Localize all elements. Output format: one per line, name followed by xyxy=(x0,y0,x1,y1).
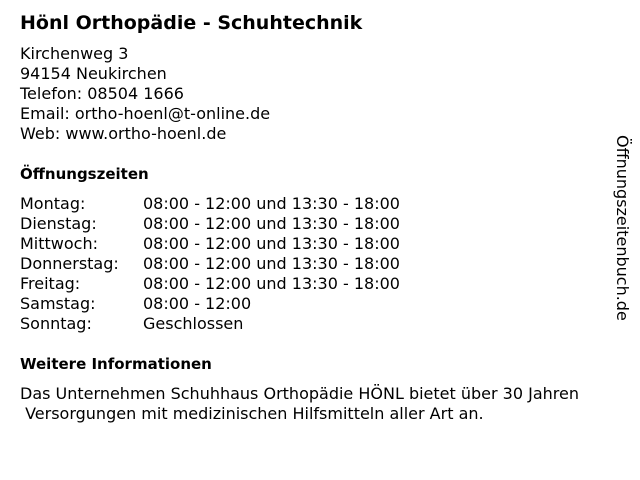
day-label: Samstag: xyxy=(20,294,96,313)
hours-row-saturday xyxy=(20,294,460,314)
hours-row-thursday xyxy=(20,254,460,274)
opening-hours-table xyxy=(20,194,460,334)
info-heading: Weitere Informationen xyxy=(20,355,212,373)
website: Web: www.ortho-hoenl.de xyxy=(20,124,227,143)
site-watermark-label: Öffnungszeitenbuch.de xyxy=(613,135,632,321)
phone: Telefon: 08504 1666 xyxy=(20,84,184,103)
day-label: Dienstag: xyxy=(20,214,97,233)
time-value: 08:00 - 12:00 und 13:30 - 18:00 xyxy=(143,194,400,213)
time-value: 08:00 - 12:00 und 13:30 - 18:00 xyxy=(143,234,400,253)
time-value: 08:00 - 12:00 und 13:30 - 18:00 xyxy=(143,254,400,273)
street: Kirchenweg 3 xyxy=(20,44,129,63)
day-label: Mittwoch: xyxy=(20,234,98,253)
email: Email: ortho-hoenl@t-online.de xyxy=(20,104,271,123)
day-label: Sonntag: xyxy=(20,314,92,333)
hours-row-sunday xyxy=(20,314,460,334)
time-value: 08:00 - 12:00 xyxy=(143,294,252,313)
hours-row-monday xyxy=(20,194,460,214)
time-value: 08:00 - 12:00 und 13:30 - 18:00 xyxy=(143,274,400,293)
info-line-2: Versorgungen mit medizinischen Hilfsmitteln aller Art an. xyxy=(20,404,484,423)
time-value: 08:00 - 12:00 und 13:30 - 18:00 xyxy=(143,214,400,233)
day-label: Montag: xyxy=(20,194,86,213)
address-block xyxy=(20,44,270,144)
time-value: Geschlossen xyxy=(143,314,244,333)
info-text xyxy=(20,384,630,424)
info-line-1: Das Unternehmen Schuhhaus Orthopädie HÖNL bietet über 30 Jahren xyxy=(20,384,579,403)
business-name: Hönl Orthopädie - Schuhtechnik xyxy=(20,12,363,34)
hours-heading: Öffnungszeiten xyxy=(20,165,149,183)
city: 94154 Neukirchen xyxy=(20,64,167,83)
hours-row-wednesday xyxy=(20,234,460,254)
hours-row-friday xyxy=(20,274,460,294)
hours-row-tuesday xyxy=(20,214,460,234)
day-label: Donnerstag: xyxy=(20,254,119,273)
day-label: Freitag: xyxy=(20,274,81,293)
